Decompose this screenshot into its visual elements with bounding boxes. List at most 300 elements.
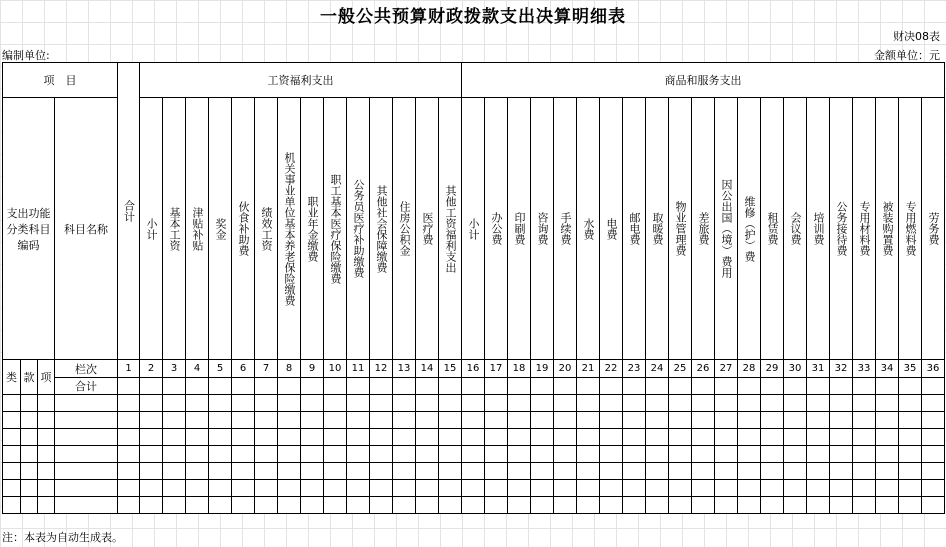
data-cell xyxy=(876,412,899,429)
data-cell xyxy=(118,429,140,446)
total-cell xyxy=(140,378,163,395)
data-cell xyxy=(140,497,163,514)
data-cell xyxy=(55,446,118,463)
footnote: 注：本表为自动生成表。 xyxy=(2,531,123,544)
data-cell xyxy=(554,480,577,497)
data-cell xyxy=(278,446,301,463)
data-cell xyxy=(715,497,738,514)
data-cell xyxy=(21,446,38,463)
data-cell xyxy=(439,395,462,412)
column-number: 36 xyxy=(922,360,945,378)
data-cell xyxy=(347,497,370,514)
header-subject-name: 科目名称 xyxy=(55,98,118,360)
column-number: 10 xyxy=(324,360,347,378)
data-cell xyxy=(347,463,370,480)
data-cell xyxy=(554,463,577,480)
data-cell xyxy=(577,463,600,480)
data-cell xyxy=(55,395,118,412)
total-cell xyxy=(118,378,140,395)
total-cell xyxy=(186,378,209,395)
header-total-text: 合计 xyxy=(122,200,136,222)
data-cell xyxy=(301,395,324,412)
col-header-goods xyxy=(807,98,830,360)
data-cell xyxy=(830,429,853,446)
data-cell xyxy=(577,395,600,412)
col-header-goods xyxy=(761,98,784,360)
data-cell xyxy=(692,429,715,446)
data-cell xyxy=(462,446,485,463)
data-cell xyxy=(140,429,163,446)
data-cell xyxy=(623,446,646,463)
table-row xyxy=(3,463,945,480)
header-func-code: 支出功能分类科目编码 xyxy=(3,98,55,360)
data-cell xyxy=(255,429,278,446)
data-cell xyxy=(508,429,531,446)
data-cell xyxy=(485,446,508,463)
data-cell xyxy=(876,446,899,463)
data-cell xyxy=(209,429,232,446)
header-item: 项 目 xyxy=(3,63,118,98)
data-cell xyxy=(55,429,118,446)
column-number: 11 xyxy=(347,360,370,378)
data-cell xyxy=(600,463,623,480)
data-cell xyxy=(140,463,163,480)
total-cell xyxy=(462,378,485,395)
data-cell xyxy=(738,480,761,497)
data-cell xyxy=(531,429,554,446)
column-number: 29 xyxy=(761,360,784,378)
col-header-wage-text: 其他工资福利支出 xyxy=(444,184,457,273)
data-cell xyxy=(140,446,163,463)
data-cell xyxy=(784,497,807,514)
column-number: 6 xyxy=(232,360,255,378)
data-cell xyxy=(232,480,255,497)
data-cell xyxy=(3,480,21,497)
data-cell xyxy=(209,480,232,497)
total-cell xyxy=(255,378,278,395)
col-header-wage-text: 基本工资 xyxy=(168,206,181,251)
data-cell xyxy=(922,497,945,514)
col-header-wage xyxy=(209,98,232,360)
data-cell xyxy=(209,463,232,480)
data-cell xyxy=(807,412,830,429)
total-cell xyxy=(623,378,646,395)
header-total xyxy=(118,63,140,360)
data-cell xyxy=(416,412,439,429)
data-cell xyxy=(393,497,416,514)
data-cell xyxy=(853,395,876,412)
col-header-goods xyxy=(508,98,531,360)
row-total-label: 合计 xyxy=(55,378,118,395)
data-cell xyxy=(807,429,830,446)
data-cell xyxy=(899,395,922,412)
data-cell xyxy=(508,412,531,429)
data-cell xyxy=(393,463,416,480)
data-cell xyxy=(393,446,416,463)
data-cell xyxy=(830,395,853,412)
data-cell xyxy=(807,446,830,463)
data-cell xyxy=(186,395,209,412)
data-cell xyxy=(255,497,278,514)
column-number: 22 xyxy=(600,360,623,378)
data-cell xyxy=(830,446,853,463)
total-cell xyxy=(922,378,945,395)
data-cell xyxy=(324,446,347,463)
col-header-goods xyxy=(784,98,807,360)
column-number: 9 xyxy=(301,360,324,378)
data-cell xyxy=(140,395,163,412)
data-cell xyxy=(278,412,301,429)
col-header-goods xyxy=(830,98,853,360)
column-number: 18 xyxy=(508,360,531,378)
data-cell xyxy=(393,480,416,497)
data-cell xyxy=(485,429,508,446)
col-header-wage xyxy=(278,98,301,360)
col-header-goods-text: 办公费 xyxy=(490,212,503,245)
data-cell xyxy=(485,463,508,480)
data-cell xyxy=(577,429,600,446)
col-header-goods xyxy=(623,98,646,360)
data-cell xyxy=(531,412,554,429)
data-cell xyxy=(554,446,577,463)
total-cell xyxy=(370,378,393,395)
data-cell xyxy=(232,395,255,412)
col-header-goods-text: 劳务费 xyxy=(927,212,940,245)
data-cell xyxy=(715,412,738,429)
data-cell xyxy=(761,446,784,463)
col-header-goods-text: 取暖费 xyxy=(651,212,664,245)
col-header-goods-text: 小计 xyxy=(467,217,480,240)
data-cell xyxy=(554,412,577,429)
data-cell xyxy=(324,463,347,480)
data-cell xyxy=(163,463,186,480)
col-header-goods-text: 咨询费 xyxy=(536,212,549,245)
data-cell xyxy=(38,463,55,480)
col-header-goods xyxy=(600,98,623,360)
data-cell xyxy=(784,480,807,497)
column-number: 27 xyxy=(715,360,738,378)
data-cell xyxy=(439,463,462,480)
data-cell xyxy=(301,412,324,429)
data-cell xyxy=(324,480,347,497)
data-cell xyxy=(853,480,876,497)
data-cell xyxy=(784,395,807,412)
data-cell xyxy=(163,429,186,446)
data-cell xyxy=(600,480,623,497)
data-cell xyxy=(186,446,209,463)
total-cell xyxy=(324,378,347,395)
data-cell xyxy=(21,463,38,480)
total-cell xyxy=(508,378,531,395)
total-cell xyxy=(600,378,623,395)
data-cell xyxy=(669,463,692,480)
data-cell xyxy=(853,446,876,463)
data-cell xyxy=(669,395,692,412)
data-cell xyxy=(876,480,899,497)
data-cell xyxy=(692,480,715,497)
data-cell xyxy=(186,463,209,480)
data-cell xyxy=(646,480,669,497)
col-header-goods-text: 印刷费 xyxy=(513,212,526,245)
data-cell xyxy=(600,395,623,412)
data-cell xyxy=(761,429,784,446)
data-cell xyxy=(255,480,278,497)
col-header-goods-text: 手续费 xyxy=(559,212,572,245)
data-cell xyxy=(508,446,531,463)
data-cell xyxy=(554,429,577,446)
data-cell xyxy=(439,497,462,514)
data-cell xyxy=(232,497,255,514)
data-cell xyxy=(623,412,646,429)
table-row xyxy=(3,395,945,412)
data-cell xyxy=(370,395,393,412)
data-cell xyxy=(508,463,531,480)
col-header-goods-text: 会议费 xyxy=(789,212,802,245)
data-cell xyxy=(278,497,301,514)
data-cell xyxy=(3,429,21,446)
data-cell xyxy=(761,463,784,480)
table-row xyxy=(3,429,945,446)
total-cell xyxy=(347,378,370,395)
data-cell xyxy=(301,480,324,497)
data-cell xyxy=(531,395,554,412)
data-cell xyxy=(118,497,140,514)
column-number: 30 xyxy=(784,360,807,378)
col-header-goods-text: 租赁费 xyxy=(766,212,779,245)
data-cell xyxy=(899,463,922,480)
col-header-goods xyxy=(531,98,554,360)
total-cell xyxy=(738,378,761,395)
column-number: 20 xyxy=(554,360,577,378)
col-header-goods xyxy=(462,98,485,360)
data-cell xyxy=(646,463,669,480)
group-wage: 工资福利支出 xyxy=(140,63,462,98)
data-cell xyxy=(439,480,462,497)
data-cell xyxy=(462,412,485,429)
data-cell xyxy=(118,412,140,429)
data-cell xyxy=(462,497,485,514)
header-kuan: 款 xyxy=(21,360,38,395)
data-cell xyxy=(692,446,715,463)
col-header-wage xyxy=(186,98,209,360)
data-cell xyxy=(646,446,669,463)
table-row xyxy=(3,446,945,463)
data-cell xyxy=(715,446,738,463)
col-header-wage-text: 其他社会保障缴费 xyxy=(375,184,388,273)
data-cell xyxy=(232,446,255,463)
data-cell xyxy=(531,480,554,497)
total-cell xyxy=(646,378,669,395)
data-cell xyxy=(55,497,118,514)
data-cell xyxy=(301,497,324,514)
column-number: 35 xyxy=(899,360,922,378)
data-cell xyxy=(370,429,393,446)
column-number: 23 xyxy=(623,360,646,378)
data-cell xyxy=(830,412,853,429)
col-header-goods xyxy=(485,98,508,360)
data-cell xyxy=(416,497,439,514)
data-cell xyxy=(830,497,853,514)
data-cell xyxy=(830,463,853,480)
data-cell xyxy=(899,446,922,463)
unit-label: 金额单位：元 xyxy=(874,49,940,62)
data-cell xyxy=(347,480,370,497)
data-cell xyxy=(38,412,55,429)
data-cell xyxy=(439,429,462,446)
data-cell xyxy=(118,463,140,480)
data-cell xyxy=(186,412,209,429)
data-cell xyxy=(853,463,876,480)
data-cell xyxy=(278,463,301,480)
data-cell xyxy=(38,497,55,514)
total-cell xyxy=(485,378,508,395)
data-cell xyxy=(761,412,784,429)
data-cell xyxy=(347,446,370,463)
data-cell xyxy=(646,497,669,514)
total-cell xyxy=(807,378,830,395)
col-header-wage-text: 住房公积金 xyxy=(398,201,411,256)
col-header-wage-text: 奖金 xyxy=(214,217,227,240)
data-cell xyxy=(807,395,830,412)
data-cell xyxy=(55,480,118,497)
data-cell xyxy=(577,412,600,429)
data-cell xyxy=(600,497,623,514)
data-cell xyxy=(692,497,715,514)
data-cell xyxy=(807,463,830,480)
data-cell xyxy=(899,480,922,497)
org-label: 编制单位: xyxy=(2,49,50,62)
total-cell xyxy=(393,378,416,395)
column-number: 25 xyxy=(669,360,692,378)
col-header-goods xyxy=(922,98,945,360)
col-header-goods-text: 水费 xyxy=(582,217,595,240)
col-header-goods-text: 物业管理费 xyxy=(674,201,687,256)
col-header-wage xyxy=(324,98,347,360)
data-cell xyxy=(784,429,807,446)
data-cell xyxy=(623,429,646,446)
col-header-wage xyxy=(232,98,255,360)
data-cell xyxy=(347,429,370,446)
data-cell xyxy=(255,446,278,463)
col-header-goods-text: 电费 xyxy=(605,217,618,240)
data-cell xyxy=(3,446,21,463)
data-cell xyxy=(485,395,508,412)
data-cell xyxy=(393,395,416,412)
data-cell xyxy=(370,480,393,497)
data-cell xyxy=(876,497,899,514)
data-cell xyxy=(738,463,761,480)
total-cell xyxy=(853,378,876,395)
data-cell xyxy=(324,429,347,446)
column-number: 21 xyxy=(577,360,600,378)
data-cell xyxy=(209,412,232,429)
col-header-goods-text: 维修（护）费 xyxy=(743,195,756,262)
data-cell xyxy=(347,412,370,429)
data-cell xyxy=(462,395,485,412)
col-header-wage xyxy=(439,98,462,360)
data-cell xyxy=(38,395,55,412)
data-cell xyxy=(393,429,416,446)
data-cell xyxy=(209,395,232,412)
data-cell xyxy=(761,480,784,497)
data-cell xyxy=(853,497,876,514)
total-cell xyxy=(876,378,899,395)
total-cell xyxy=(439,378,462,395)
data-cell xyxy=(232,463,255,480)
data-cell xyxy=(255,395,278,412)
col-header-goods xyxy=(646,98,669,360)
data-cell xyxy=(301,429,324,446)
data-cell xyxy=(186,497,209,514)
data-cell xyxy=(807,497,830,514)
column-number: 19 xyxy=(531,360,554,378)
data-cell xyxy=(439,446,462,463)
data-cell xyxy=(646,412,669,429)
data-cell xyxy=(393,412,416,429)
data-cell xyxy=(738,497,761,514)
data-cell xyxy=(577,480,600,497)
total-cell xyxy=(232,378,255,395)
data-cell xyxy=(485,412,508,429)
column-number: 13 xyxy=(393,360,416,378)
col-header-wage-text: 职工基本医疗保险缴费 xyxy=(329,173,342,284)
data-cell xyxy=(738,412,761,429)
data-cell xyxy=(232,429,255,446)
data-cell xyxy=(784,446,807,463)
data-cell xyxy=(922,429,945,446)
data-cell xyxy=(485,497,508,514)
detail-table xyxy=(2,62,945,514)
data-cell xyxy=(163,497,186,514)
data-cell xyxy=(439,412,462,429)
data-cell xyxy=(416,480,439,497)
data-cell xyxy=(3,395,21,412)
data-cell xyxy=(370,412,393,429)
col-header-goods xyxy=(577,98,600,360)
data-cell xyxy=(370,497,393,514)
data-cell xyxy=(163,412,186,429)
data-cell xyxy=(324,395,347,412)
form-number: 财决08表 xyxy=(893,30,940,43)
header-xiang: 项 xyxy=(38,360,55,395)
data-cell xyxy=(922,480,945,497)
col-header-goods-text: 专用燃料费 xyxy=(904,201,917,256)
column-number: 17 xyxy=(485,360,508,378)
data-cell xyxy=(416,463,439,480)
total-cell xyxy=(531,378,554,395)
data-cell xyxy=(416,429,439,446)
total-cell xyxy=(163,378,186,395)
col-header-goods xyxy=(715,98,738,360)
data-cell xyxy=(669,412,692,429)
data-cell xyxy=(531,446,554,463)
data-cell xyxy=(623,497,646,514)
col-header-goods xyxy=(692,98,715,360)
data-cell xyxy=(278,395,301,412)
data-cell xyxy=(853,412,876,429)
data-cell xyxy=(462,480,485,497)
data-cell xyxy=(623,463,646,480)
data-cell xyxy=(416,395,439,412)
col-header-goods xyxy=(876,98,899,360)
col-header-goods-text: 专用材料费 xyxy=(858,201,871,256)
data-cell xyxy=(692,395,715,412)
data-cell xyxy=(669,429,692,446)
data-cell xyxy=(715,463,738,480)
data-cell xyxy=(163,395,186,412)
total-cell xyxy=(577,378,600,395)
data-cell xyxy=(462,463,485,480)
